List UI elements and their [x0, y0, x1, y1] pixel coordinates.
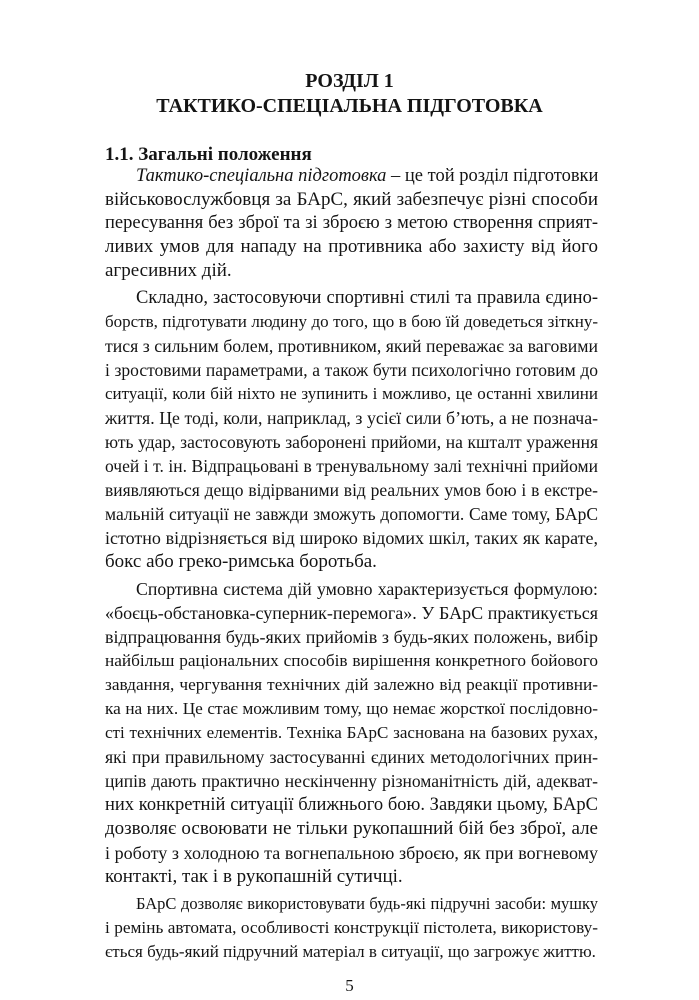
paragraph-3-line-5: завдання, чергування технічних дій залежно від реакції противни-: [105, 675, 598, 694]
paragraph-4-line-1: БАрС дозволяє використовувати будь-які підручні засоби: мушку: [136, 894, 598, 913]
line-text: – це той розділ підготовки: [386, 166, 599, 186]
paragraph-1-line-4: ливих умов для нападу на противника або захисту від його: [105, 236, 598, 257]
chapter-subtitle: ТАКТИКО-СПЕЦІАЛЬНА ПІДГОТОВКА: [156, 95, 543, 117]
page-number: 5: [345, 976, 354, 995]
paragraph-2-line-2: борств, підготувати людину до того, що в бою їй доведеться зіткну-: [105, 312, 598, 331]
section-heading: 1.1. Загальні положення: [105, 144, 312, 165]
paragraph-3-line-12: і роботу з холодною та вогнепальною зброєю, як при вогневому: [105, 843, 598, 863]
paragraph-3-line-8: які при правильному застосуванні єдиних методологічних прин-: [105, 747, 598, 767]
paragraph-2-line-4: і зростовими параметрами, а також бути психологічно готовим до: [105, 360, 598, 380]
paragraph-3-line-13: контакті, так і в рукопашній сутичці.: [105, 866, 403, 887]
paragraph-2-line-9: виявляються дещо відірваними від реальних умов бою і в екстре-: [105, 480, 598, 500]
paragraph-3-line-11: дозволяє освоювати не тільки рукопашний бій без зброї, але: [105, 818, 598, 839]
paragraph-1-line-3: пересування без зброї та зі зброєю з метою створення сприят-: [105, 213, 598, 233]
term-italic: Тактико-спеціальна підготовка: [136, 166, 387, 186]
paragraph-2-line-7: ють удар, застосовують заборонені прийоми, на кшталт ураження: [105, 432, 598, 452]
paragraph-3-line-4: найбільш раціональних способів вирішення конкретного бойового: [105, 651, 598, 670]
paragraph-3-line-9: ципів дають практично нескінченну різноманітність дій, адекват-: [105, 771, 598, 791]
paragraph-1-line-1: [136, 164, 598, 188]
chapter-title: РОЗДІЛ 1: [305, 70, 394, 92]
paragraph-2-line-12: бокс або греко-римська боротьба.: [105, 551, 377, 572]
paragraph-3-line-1: Спортивна система дій умовно характеризується формулою:: [136, 579, 598, 599]
paragraph-2-line-10: мальній ситуації не завжди зможуть допомогти. Саме тому, БАрС: [105, 504, 598, 524]
paragraph-3-line-6: ка на них. Це стає можливим тому, що немає жорсткої послідовно-: [105, 699, 598, 718]
paragraph-4-line-3: ється будь-який підручний матеріал в ситуації, що загрожує життю.: [105, 942, 596, 961]
paragraph-1-line-5: агресивних дій.: [105, 260, 232, 281]
paragraph-2-line-1: Складно, застосовуючи спортивні стилі та правила єдино-: [136, 288, 598, 308]
paragraph-1-line-2: військовослужбовця за БАрС, який забезпечує різні способи: [105, 189, 598, 210]
paragraph-2-line-5: ситуації, коли бій ніхто не зупинить і можливо, це останні хвилини: [105, 384, 598, 403]
paragraph-3-line-3: відпрацювання будь-яких прийомів з будь-яких положень, вибір: [105, 627, 598, 647]
paragraph-3-line-7: сті технічних елементів. Техніка БАрС заснована на базових рухах,: [105, 723, 598, 742]
paragraph-3-line-10: них конкретній ситуації ближнього бою. Завдяки цьому, БАрС: [105, 795, 598, 815]
paragraph-3-line-2: «боєць-обстановка-суперник-перемога». У БАрС практикується: [105, 603, 598, 623]
paragraph-2-line-6: життя. Це тоді, коли, наприклад, з усієї сили б’ють, а не позначa-: [105, 408, 598, 428]
paragraph-4-line-2: і ремінь автомата, особливості конструкції пістолета, використову-: [105, 918, 598, 937]
paragraph-2-line-8: очей і т. ін. Відпрацьовані в тренувальному залі технічні прийоми: [105, 456, 598, 476]
paragraph-2-line-3: тися з сильним болем, противником, який переважає за ваговими: [105, 336, 598, 356]
paragraph-2-line-11: істотно відрізняється від широко відомих шкіл, таких як карате,: [105, 528, 598, 548]
